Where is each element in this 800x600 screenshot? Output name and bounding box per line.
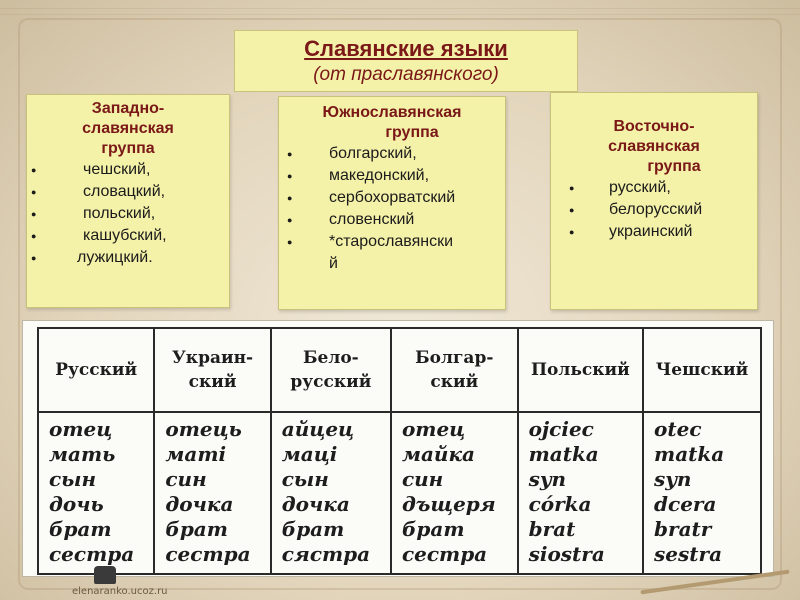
west-slavic-group — [26, 94, 230, 308]
group-title-line: Восточно- — [613, 118, 695, 135]
bullet-icon: ● — [31, 253, 37, 263]
group-title-line: группа — [101, 140, 155, 157]
comparison-table-panel — [22, 320, 774, 577]
east-slavic-group — [550, 92, 758, 310]
list-item: ● русский, — [573, 177, 757, 199]
list-item: ● словенский — [293, 209, 505, 231]
list-item: ● польский, — [41, 203, 229, 225]
south-language-list — [279, 143, 505, 275]
list-item: ● словацкий, — [41, 181, 229, 203]
list-item: ● македонский, — [293, 165, 505, 187]
header-czech: Чешский — [643, 328, 761, 412]
bullet-icon: ● — [287, 237, 293, 247]
header-ukrainian: Украин- ский — [154, 328, 270, 412]
list-item: ● чешский, — [41, 159, 229, 181]
word-comparison-table — [37, 327, 762, 575]
column-russian: отец мать сын дочь брат сестра — [38, 412, 154, 574]
page-subtitle: (от праславянского) — [313, 64, 499, 85]
header-bulgarian: Болгар- ский — [391, 328, 518, 412]
table-header-row — [38, 328, 761, 412]
group-title-line: славянская — [608, 138, 700, 155]
list-item: ● белорусский — [573, 199, 757, 221]
column-czech: otec matka syn dcera bratr sestra — [643, 412, 761, 574]
footer-site: elenaranko.ucoz.ru — [72, 586, 168, 597]
header-polish: Польский — [518, 328, 643, 412]
bullet-icon: ● — [569, 183, 575, 193]
bullet-icon: ● — [287, 171, 293, 181]
column-ukrainian: отець мaтi син дочка брат сестра — [154, 412, 270, 574]
group-title-line: группа — [385, 124, 439, 141]
bullet-icon: ● — [287, 193, 293, 203]
column-belarusian: айцец маці сын дочка брат сястра — [271, 412, 391, 574]
list-item: ● лужицкий. — [41, 247, 229, 269]
list-item-continuation: й — [329, 255, 338, 272]
group-title-line: Южнославянская — [322, 104, 462, 121]
bullet-icon: ● — [31, 187, 37, 197]
east-language-list — [551, 177, 757, 243]
group-title-line: славянская — [82, 120, 174, 137]
list-item: ● сербохорватский — [293, 187, 505, 209]
column-polish: ojciec matka syn córka brat siostra — [518, 412, 643, 574]
bullet-icon: ● — [569, 205, 575, 215]
group-title-line: Западно- — [91, 100, 165, 117]
bullet-icon: ● — [31, 209, 37, 219]
inkwell-icon — [94, 566, 116, 584]
list-item: ● кашубский, — [41, 225, 229, 247]
bullet-icon: ● — [569, 227, 575, 237]
list-item: ● *старославянски — [293, 231, 505, 253]
group-title-line: группа — [647, 158, 701, 175]
column-bulgarian: отец майка син дъщеря брат сестра — [391, 412, 518, 574]
table-row — [38, 412, 761, 574]
bullet-icon: ● — [287, 215, 293, 225]
list-item: ● украинский — [573, 221, 757, 243]
header-russian: Русский — [38, 328, 154, 412]
header-belarusian: Бело- русский — [271, 328, 391, 412]
bullet-icon: ● — [31, 231, 37, 241]
bullet-icon: ● — [31, 165, 37, 175]
west-language-list — [27, 159, 229, 269]
list-item: ● болгарский, — [293, 143, 505, 165]
south-slavic-group — [278, 96, 506, 310]
page-title: Славянские языки — [304, 36, 508, 61]
bullet-icon: ● — [287, 149, 293, 159]
title-box — [234, 30, 578, 92]
